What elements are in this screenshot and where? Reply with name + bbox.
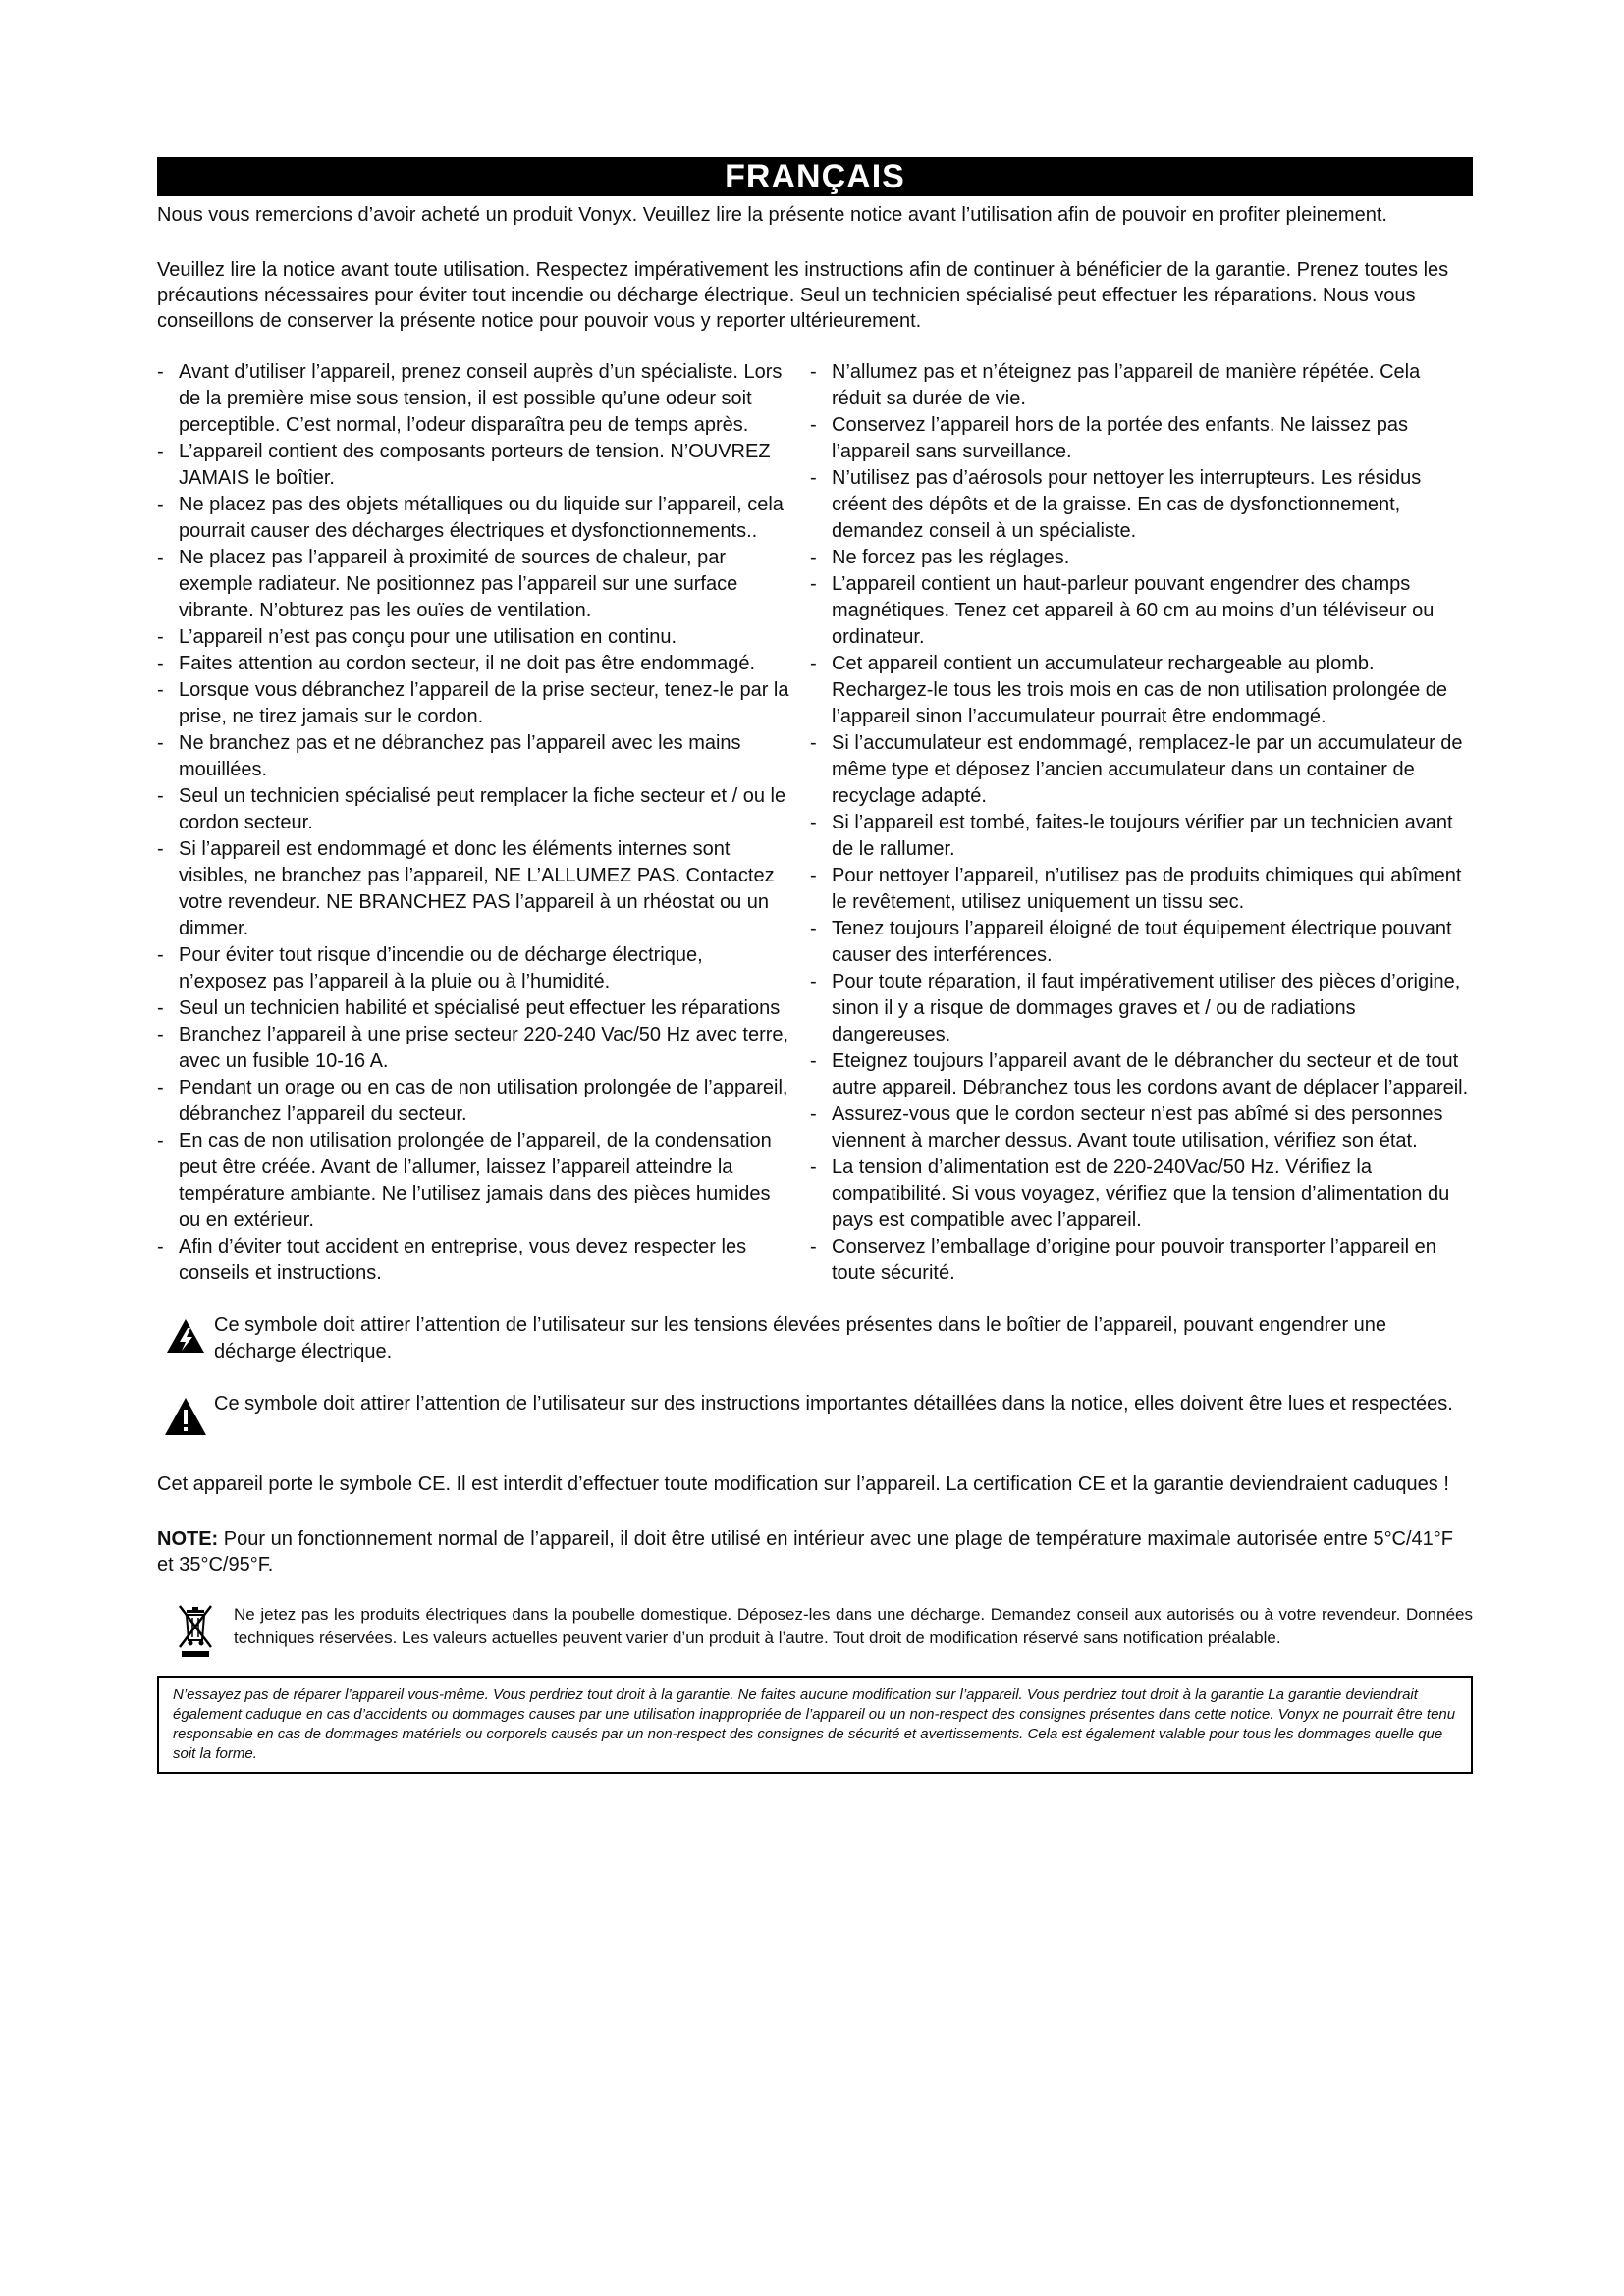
safety-right-item <box>810 730 1473 810</box>
safety-list-right <box>810 359 1473 1287</box>
lightning-symbol-row <box>157 1312 1473 1365</box>
safety-right-item-text: Tenez toujours l’appareil éloigné de tout équipement électrique pouvant causer des interférences. <box>832 918 1452 966</box>
safety-right-item <box>810 571 1473 651</box>
safety-left-item-text: Faites attention au cordon secteur, il ne doit pas être endommagé. <box>179 653 756 674</box>
safety-right-item <box>810 545 1473 571</box>
warning-symbol-text: Ce symbole doit attirer l’attention de l’utilisateur sur des instructions importantes détaillées dans la notice, elles doivent être lues et respectées. <box>214 1393 1453 1415</box>
bullet-dash: - <box>157 1024 164 1045</box>
warning-symbol-row <box>157 1391 1473 1436</box>
safety-left-item <box>157 651 790 677</box>
warranty-disclaimer: N’essayez pas de réparer l’appareil vous-même. Vous perdriez tout droit à la garantie. Ne faites aucune modification sur l’appareil. Vous perdriez tout droit à la garantie La garantie deviendrait également caduque en cas d’accidents ou dommages causes par une utilisation inappropriée de l’appareil ou un non-respect des consignes présentes dans cette notice. Vonyx ne pourrait être tenu responsable en cas de dommages matériels ou corporels causés par un non-respect des consignes de sécurité et avertissements. Cela est également valable pour tous les dommages quelle que soit la forme. <box>157 1676 1473 1774</box>
bullet-dash: - <box>157 1130 164 1151</box>
safety-left-item <box>157 836 790 942</box>
lightning-symbol-text: Ce symbole doit attirer l’attention de l’utilisateur sur les tensions élevées présentes dans le boîtier de l’appareil, pouvant engendrer une décharge électrique. <box>214 1314 1387 1362</box>
bullet-dash: - <box>810 414 817 436</box>
note-text: Pour un fonctionnement normal de l’appareil, il doit être utilisé en intérieur avec une plage de température maximale autorisée entre 5°C/41°F et 35°C/95°F. <box>157 1528 1454 1575</box>
bullet-dash: - <box>810 1236 817 1257</box>
bullet-dash: - <box>157 732 164 754</box>
bullet-dash: - <box>810 865 817 886</box>
bullet-dash: - <box>810 1050 817 1072</box>
safety-right-item <box>810 412 1473 465</box>
safety-right-item-text: La tension d’alimentation est de 220-240Vac/50 Hz. Vérifiez la compatibilité. Si vous voyagez, vérifiez que la tension d’alimentation du pays est compatible avec l’appareil. <box>832 1156 1450 1231</box>
safety-column-right <box>810 359 1473 1287</box>
safety-right-item <box>810 359 1473 412</box>
safety-right-item <box>810 1234 1473 1287</box>
bullet-dash: - <box>810 918 817 939</box>
bullet-dash: - <box>810 573 817 595</box>
safety-list-left <box>157 359 790 1287</box>
safety-column-left <box>157 359 790 1287</box>
safety-left-item <box>157 492 790 545</box>
safety-right-item <box>810 916 1473 969</box>
safety-left-item-text: Afin d’éviter tout accident en entreprise, vous devez respecter les conseils et instructions. <box>179 1236 747 1284</box>
bullet-dash: - <box>810 971 817 992</box>
safety-left-item-text: Ne branchez pas et ne débranchez pas l’appareil avec les mains mouillées. <box>179 732 741 780</box>
weee-row <box>157 1603 1473 1658</box>
safety-right-item <box>810 863 1473 916</box>
safety-left-item <box>157 677 790 730</box>
safety-left-item <box>157 624 790 651</box>
bullet-dash: - <box>157 838 164 860</box>
safety-left-item-text: Ne placez pas des objets métalliques ou du liquide sur l’appareil, cela pourrait causer des décharges électriques et dysfonctionnements.. <box>179 494 784 542</box>
safety-left-item <box>157 730 790 783</box>
safety-right-item-text: N’allumez pas et n’éteignez pas l’appareil de manière répétée. Cela réduit sa durée de vie. <box>832 361 1421 409</box>
bullet-dash: - <box>157 494 164 515</box>
bullet-dash: - <box>810 1156 817 1178</box>
bullet-dash: - <box>157 547 164 568</box>
safety-right-item-text: Conservez l’appareil hors de la portée des enfants. Ne laissez pas l’appareil sans surveillance. <box>832 414 1408 462</box>
manual-page <box>157 157 1473 1774</box>
bullet-dash: - <box>157 997 164 1019</box>
intro-paragraph: Nous vous remercions d’avoir acheté un produit Vonyx. Veuillez lire la présente notice avant l’utilisation afin de pouvoir en profiter pleinement. <box>157 204 1387 226</box>
bullet-dash: - <box>157 653 164 674</box>
safety-left-item <box>157 783 790 836</box>
bullet-dash: - <box>157 441 164 462</box>
safety-left-item-text: Si l’appareil est endommagé et donc les éléments internes sont visibles, ne branchez pas l’appareil, NE L’ALLUMEZ PAS. Contactez votre revendeur. NE BRANCHEZ PAS l’appareil à un rhéostat ou un dimmer. <box>179 838 775 939</box>
safety-right-item-text: Conservez l’emballage d’origine pour pouvoir transporter l’appareil en toute sécurité. <box>832 1236 1436 1284</box>
safety-left-item <box>157 1022 790 1075</box>
bullet-dash: - <box>157 944 164 966</box>
safety-left-item-text: L’appareil n’est pas conçu pour une utilisation en continu. <box>179 626 677 648</box>
safety-right-item <box>810 651 1473 730</box>
bullet-dash: - <box>810 361 817 383</box>
ce-paragraph: Cet appareil porte le symbole CE. Il est interdit d’effectuer toute modification sur l’appareil. La certification CE et la garantie deviendraient caduques ! <box>157 1473 1449 1495</box>
safety-left-item-text: Seul un technicien habilité et spécialisé peut effectuer les réparations <box>179 997 781 1019</box>
safety-right-item-text: Eteignez toujours l’appareil avant de le débrancher du secteur et de tout autre appareil. Débranchez tous les cordons avant de déplacer l’appareil. <box>832 1050 1469 1098</box>
safety-left-item-text: L’appareil contient des composants porteurs de tension. N’OUVREZ JAMAIS le boîtier. <box>179 441 771 489</box>
exclamation-warning-icon <box>157 1391 214 1436</box>
safety-left-item <box>157 359 790 439</box>
safety-right-item-text: Pour nettoyer l’appareil, n’utilisez pas de produits chimiques qui abîment le revêtement, utilisez uniquement un tissu sec. <box>832 865 1462 913</box>
safety-left-item <box>157 1128 790 1234</box>
safety-left-item-text: Ne placez pas l’appareil à proximité de sources de chaleur, par exemple radiateur. Ne positionnez pas l’appareil sur une surface vibrante. N’obturez pas les ouïes de ventilation. <box>179 547 738 621</box>
safety-right-item-text: Cet appareil contient un accumulateur rechargeable au plomb. Rechargez-le tous les trois mois en cas de non utilisation prolongée de l’appareil sinon l’accumulateur pourrait être endommagé. <box>832 653 1448 727</box>
safety-left-item <box>157 995 790 1022</box>
bullet-dash: - <box>157 626 164 648</box>
bullet-dash: - <box>810 732 817 754</box>
safety-right-item <box>810 1048 1473 1101</box>
bullet-dash: - <box>157 1077 164 1098</box>
safety-left-item <box>157 942 790 995</box>
safety-right-item <box>810 1101 1473 1154</box>
safety-left-item-text: Lorsque vous débranchez l’appareil de la prise secteur, tenez-le par la prise, ne tirez jamais sur le cordon. <box>179 679 789 727</box>
safety-left-item-text: Pendant un orage ou en cas de non utilisation prolongée de l’appareil, débranchez l’appareil du secteur. <box>179 1077 788 1125</box>
bullet-dash: - <box>157 785 164 807</box>
safety-left-item-text: Avant d’utiliser l’appareil, prenez conseil auprès d’un spécialiste. Lors de la première mise sous tension, il est possible qu’une odeur soit perceptible. C’est normal, l’odeur disparaîtra peu de temps après. <box>179 361 783 436</box>
safety-right-item <box>810 1154 1473 1234</box>
bullet-dash: - <box>810 812 817 833</box>
safety-left-item-text: Branchez l’appareil à une prise secteur 220-240 Vac/50 Hz avec terre, avec un fusible 10-16 A. <box>179 1024 789 1072</box>
note-label: NOTE: <box>157 1528 219 1550</box>
bullet-dash: - <box>810 547 817 568</box>
safety-columns <box>157 359 1473 1287</box>
safety-right-item-text: N’utilisez pas d’aérosols pour nettoyer les interrupteurs. Les résidus créent des dépôts et de la graisse. En cas de dysfonctionnement, demandez conseil à un spécialiste. <box>832 467 1422 542</box>
safety-left-item <box>157 439 790 492</box>
safety-right-item-text: Ne forcez pas les réglages. <box>832 547 1070 568</box>
safety-left-item <box>157 1234 790 1287</box>
safety-left-item-text: Pour éviter tout risque d’incendie ou de décharge électrique, n’exposez pas l’appareil à la pluie ou à l’humidité. <box>179 944 703 992</box>
language-header: FRANÇAIS <box>157 157 1473 196</box>
safety-right-item-text: Pour toute réparation, il faut impérativement utiliser des pièces d’origine, sinon il y a risque de dommages graves et / ou de radiations dangereuses. <box>832 971 1461 1045</box>
bullet-dash: - <box>157 361 164 383</box>
safety-right-item-text: Assurez-vous que le cordon secteur n’est pas abîmé si des personnes viennent à marcher dessus. Avant toute utilisation, vérifiez son état. <box>832 1103 1443 1151</box>
safety-left-item-text: Seul un technicien spécialisé peut remplacer la fiche secteur et / ou le cordon secteur. <box>179 785 786 833</box>
safety-right-item <box>810 969 1473 1048</box>
instructions-paragraph: Veuillez lire la notice avant toute utilisation. Respectez impérativement les instructions afin de continuer à bénéficier de la garantie. Prenez toutes les précautions nécessaires pour éviter tout incendie ou décharge électrique. Seul un technicien spécialisé peut effectuer les réparations. Nous vous conseillons de conserver la présente notice pour pouvoir vous y reporter ultérieurement. <box>157 259 1449 332</box>
safety-right-item <box>810 810 1473 863</box>
safety-left-item <box>157 1075 790 1128</box>
bullet-dash: - <box>810 467 817 489</box>
safety-left-item-text: En cas de non utilisation prolongée de l’appareil, de la condensation peut être créée. Avant de l’allumer, laissez l’appareil atteindre la température ambiante. Ne l’utilisez jamais dans des pièces humides ou en extérieur. <box>179 1130 772 1231</box>
bullet-dash: - <box>810 653 817 674</box>
safety-left-item <box>157 545 790 624</box>
lightning-warning-icon <box>157 1312 214 1354</box>
safety-right-item-text: L’appareil contient un haut-parleur pouvant engendrer des champs magnétiques. Tenez cet appareil à 60 cm au moins d’un téléviseur ou ordinateur. <box>832 573 1435 648</box>
bullet-dash: - <box>157 1236 164 1257</box>
weee-text: Ne jetez pas les produits électriques dans la poubelle domestique. Déposez-les dans une décharge. Demandez conseil aux autorisés ou à votre revendeur. Données techniques réservées. Les valeurs actuelles peuvent varier d’un produit à l’autre. Tout droit de modification réservé sans notification préalable. <box>234 1605 1473 1647</box>
safety-right-item-text: Si l’appareil est tombé, faites-le toujours vérifier par un technicien avant de le rallumer. <box>832 812 1453 860</box>
safety-right-item <box>810 465 1473 545</box>
bullet-dash: - <box>810 1103 817 1125</box>
bullet-dash: - <box>157 679 164 701</box>
note-paragraph <box>157 1526 1473 1577</box>
safety-right-item-text: Si l’accumulateur est endommagé, remplacez-le par un accumulateur de même type et déposez l’ancien accumulateur dans un container de recyclage adapté. <box>832 732 1463 807</box>
crossed-bin-icon <box>157 1603 234 1658</box>
